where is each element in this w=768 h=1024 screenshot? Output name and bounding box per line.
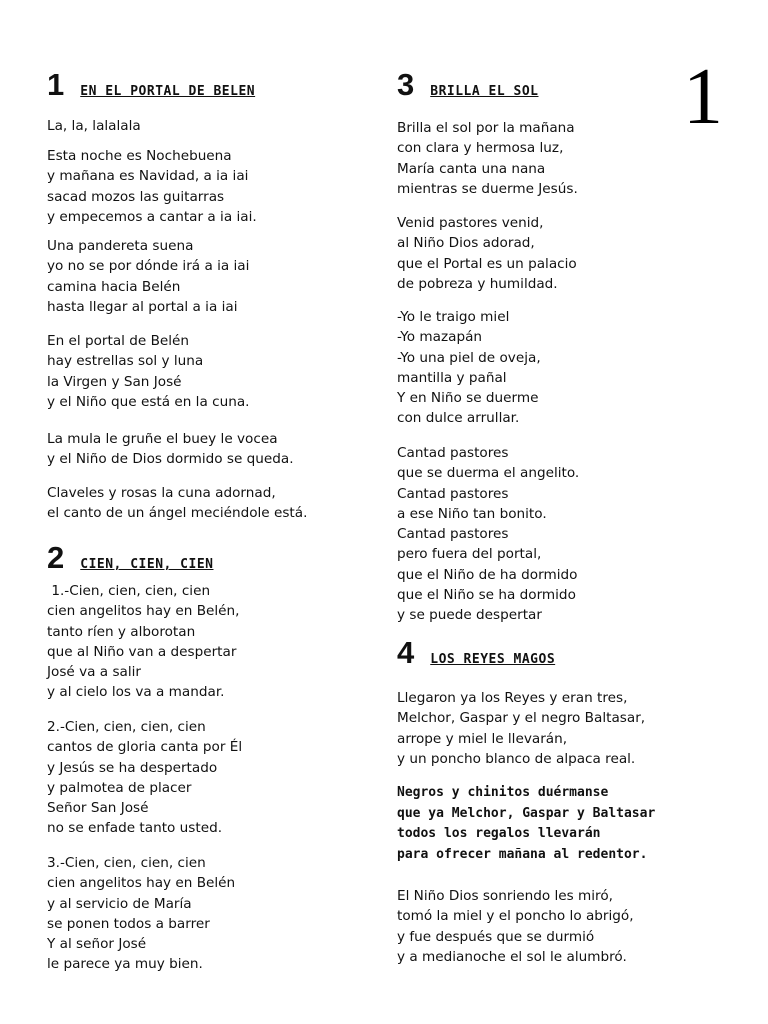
lyric-line: y Jesús se ha despertado (47, 759, 218, 776)
song-4 (397, 634, 677, 965)
lyric-line: Esta noche es Nochebuena (47, 148, 232, 164)
lyric-line: mientras se duerme Jesús. (397, 180, 578, 197)
lyric-line: 3.-Cien, cien, cien, cien (47, 855, 206, 871)
lyric-line: no se enfade tanto usted. (47, 820, 223, 837)
lyric-line: arrope y miel le llevarán, (397, 730, 568, 747)
lyric-line: y a medianoche el sol le alumbró. (397, 948, 627, 965)
song-1-stanza-2 (47, 146, 257, 227)
lyric-line: pero fuera del portal, (397, 546, 542, 563)
lyric-line: hay estrellas sol y luna (47, 353, 204, 370)
song-1-stanza-6 (47, 483, 307, 524)
lyric-line: para ofrecer mañana al redentor. (397, 846, 648, 862)
song-4-number: 4 (397, 635, 415, 670)
lyric-line: cantos de gloria canta por Él (47, 739, 243, 756)
song-2-title: CIEN, CIEN, CIEN (80, 557, 214, 572)
lyric-line: sacad mozos las guitarras (47, 188, 225, 205)
song-3-stanza-3 (397, 307, 541, 429)
lyric-line: con dulce arrullar. (397, 410, 520, 427)
lyric-line: Melchor, Gaspar y el negro Baltasar, (397, 710, 646, 727)
lyric-line: camina hacia Belén (47, 278, 181, 295)
lyric-line: Cantad pastores (397, 526, 509, 543)
song-3 (397, 66, 677, 624)
lyric-line: Llegaron ya los Reyes y eran tres, (397, 690, 628, 706)
lyric-line: 1.-Cien, cien, cien, cien (47, 583, 211, 599)
lyric-line: el canto de un ángel meciéndole está. (47, 505, 308, 522)
lyric-line: y al servicio de María (47, 895, 192, 912)
lyric-line: y el Niño de Dios dormido se queda. (47, 451, 294, 468)
lyric-line: y al cielo los va a mandar. (47, 684, 225, 701)
page-number: 1 (683, 53, 723, 141)
lyric-line: La, la, lalalala (47, 118, 141, 134)
song-1-number: 1 (47, 67, 65, 102)
lyric-line: con clara y hermosa luz, (397, 140, 564, 157)
lyric-line: que al Niño van a despertar (47, 643, 237, 660)
song-1-stanza-3 (47, 236, 249, 317)
lyric-line: mantilla y pañal (397, 369, 507, 386)
lyric-line: que se duerma el angelito. (397, 465, 580, 482)
lyric-line: que el Niño de ha dormido (397, 566, 578, 583)
lyric-line: Y en Niño se duerme (397, 390, 539, 407)
lyric-line: En el portal de Belén (47, 333, 190, 349)
lyric-line: tanto ríen y alborotan (47, 623, 196, 640)
song-2-stanza-3 (47, 853, 235, 975)
lyric-line: -Yo una piel de oveja, (397, 349, 541, 366)
lyric-line: José va a salir (47, 664, 141, 681)
song-4-stanza-1 (397, 688, 645, 769)
lyric-line: y el Niño que está en la cuna. (47, 393, 250, 410)
lyric-line: se ponen todos a barrer (47, 915, 210, 932)
song-4-chorus (397, 783, 655, 865)
lyric-line: que el Portal es un palacio (397, 255, 577, 272)
lyric-line: a ese Niño tan bonito. (397, 505, 547, 522)
lyric-line: y un poncho blanco de alpaca real. (397, 750, 636, 767)
song-3-stanza-1 (397, 118, 578, 199)
song-4-title: LOS REYES MAGOS (430, 652, 556, 667)
lyric-line: y palmotea de placer (47, 779, 192, 796)
song-4-header (397, 634, 677, 672)
song-1-stanza-1 (47, 116, 141, 136)
song-3-stanza-2 (397, 213, 577, 294)
lyric-line: y fue después que se durmió (397, 928, 595, 945)
song-2 (47, 539, 367, 973)
lyric-line: cien angelitos hay en Belén, (47, 603, 240, 620)
lyric-line: Una pandereta suena (47, 238, 194, 254)
lyric-line: Cantad pastores (397, 485, 509, 502)
song-3-stanza-4 (397, 443, 579, 626)
song-2-stanza-1 (47, 581, 239, 703)
song-1-header (47, 66, 367, 104)
lyric-line: la Virgen y San José (47, 373, 182, 390)
song-2-header (47, 539, 367, 577)
song-4-stanza-3 (397, 886, 634, 967)
song-1-stanza-5 (47, 429, 294, 470)
song-3-header (397, 66, 677, 104)
lyric-line: Señor San José (47, 800, 149, 817)
song-1-stanza-4 (47, 331, 249, 412)
lyric-line: hasta llegar al portal a ia iai (47, 298, 238, 315)
lyric-line: al Niño Dios adorad, (397, 235, 535, 252)
song-2-number: 2 (47, 540, 65, 575)
song-3-number: 3 (397, 67, 415, 102)
lyric-line: que el Niño se ha dormido (397, 587, 576, 604)
lyric-line: todos los regalos llevarán (397, 826, 601, 841)
lyric-line: Claveles y rosas la cuna adornad, (47, 485, 276, 501)
lyric-line: Cantad pastores (397, 445, 509, 461)
song-1 (47, 66, 367, 522)
lyric-line: Venid pastores venid, (397, 215, 544, 231)
lyric-line: Y al señor José (47, 936, 147, 953)
lyric-line: y mañana es Navidad, a ia iai (47, 168, 249, 185)
lyric-line: y empecemos a cantar a ia iai. (47, 208, 257, 225)
song-1-title: EN EL PORTAL DE BELEN (80, 84, 256, 99)
lyric-line: Brilla el sol por la mañana (397, 120, 575, 136)
lyric-line: 2.-Cien, cien, cien, cien (47, 719, 206, 735)
song-2-stanza-2 (47, 717, 242, 839)
lyric-line: le parece ya muy bien. (47, 956, 203, 973)
lyric-line: Negros y chinitos duérmanse (397, 785, 609, 800)
lyric-line: de pobreza y humildad. (397, 275, 558, 292)
lyric-line: tomó la miel y el poncho lo abrigó, (397, 908, 634, 925)
lyric-line: María canta una nana (397, 160, 546, 177)
song-3-title: BRILLA EL SOL (430, 84, 539, 99)
lyric-line: La mula le gruñe el buey le vocea (47, 431, 278, 447)
lyric-line: El Niño Dios sonriendo les miró, (397, 888, 613, 904)
lyric-line: cien angelitos hay en Belén (47, 875, 236, 892)
lyric-line: yo no se por dónde irá a ia iai (47, 258, 250, 275)
lyric-line: y se puede despertar (397, 607, 542, 624)
lyric-line: que ya Melchor, Gaspar y Baltasar (397, 805, 656, 821)
lyric-line: -Yo mazapán (397, 329, 483, 346)
lyric-line: -Yo le traigo miel (397, 309, 510, 325)
